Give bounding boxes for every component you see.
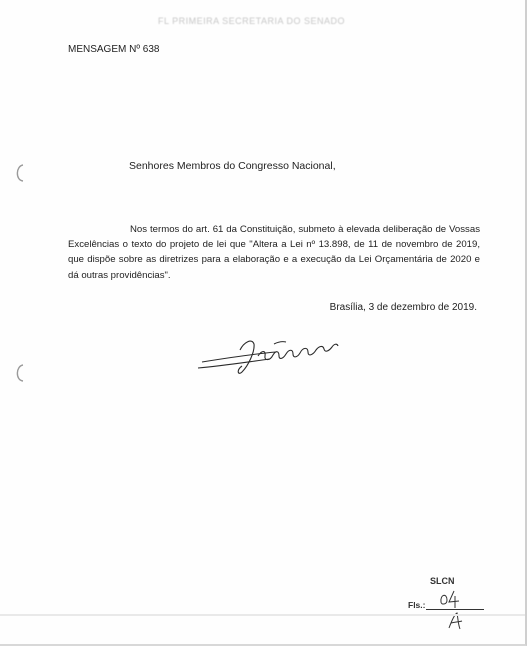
folio-number-handwritten xyxy=(438,588,462,610)
punch-hole-icon xyxy=(12,163,26,183)
bleed-through-header: FL PRIMEIRA SECRETARIA DO SENADO xyxy=(158,16,346,26)
message-body xyxy=(68,222,480,283)
stamp-code: SLCN xyxy=(430,576,455,586)
folio-label: Fls.: xyxy=(408,600,426,610)
message-body-text: Nos termos do art. 61 da Constituição, submeto à elevada deliberação de Vossas Excelências o texto do projeto de lei que "Altera a Lei nº 13.898, de 11 de novembro de 2019, que dispõe sobre as diretrizes para a elaboração e a execução da Lei Orçamentária de 2020 e dá outras providências". xyxy=(68,224,480,281)
salutation: Senhores Membros do Congresso Nacional, xyxy=(129,160,336,172)
scan-line xyxy=(0,614,525,616)
handwritten-signature xyxy=(192,332,362,382)
place-and-date: Brasília, 3 de dezembro de 2019. xyxy=(329,302,477,313)
punch-hole-icon xyxy=(12,363,26,383)
message-number: MENSAGEM Nº 638 xyxy=(68,44,160,55)
